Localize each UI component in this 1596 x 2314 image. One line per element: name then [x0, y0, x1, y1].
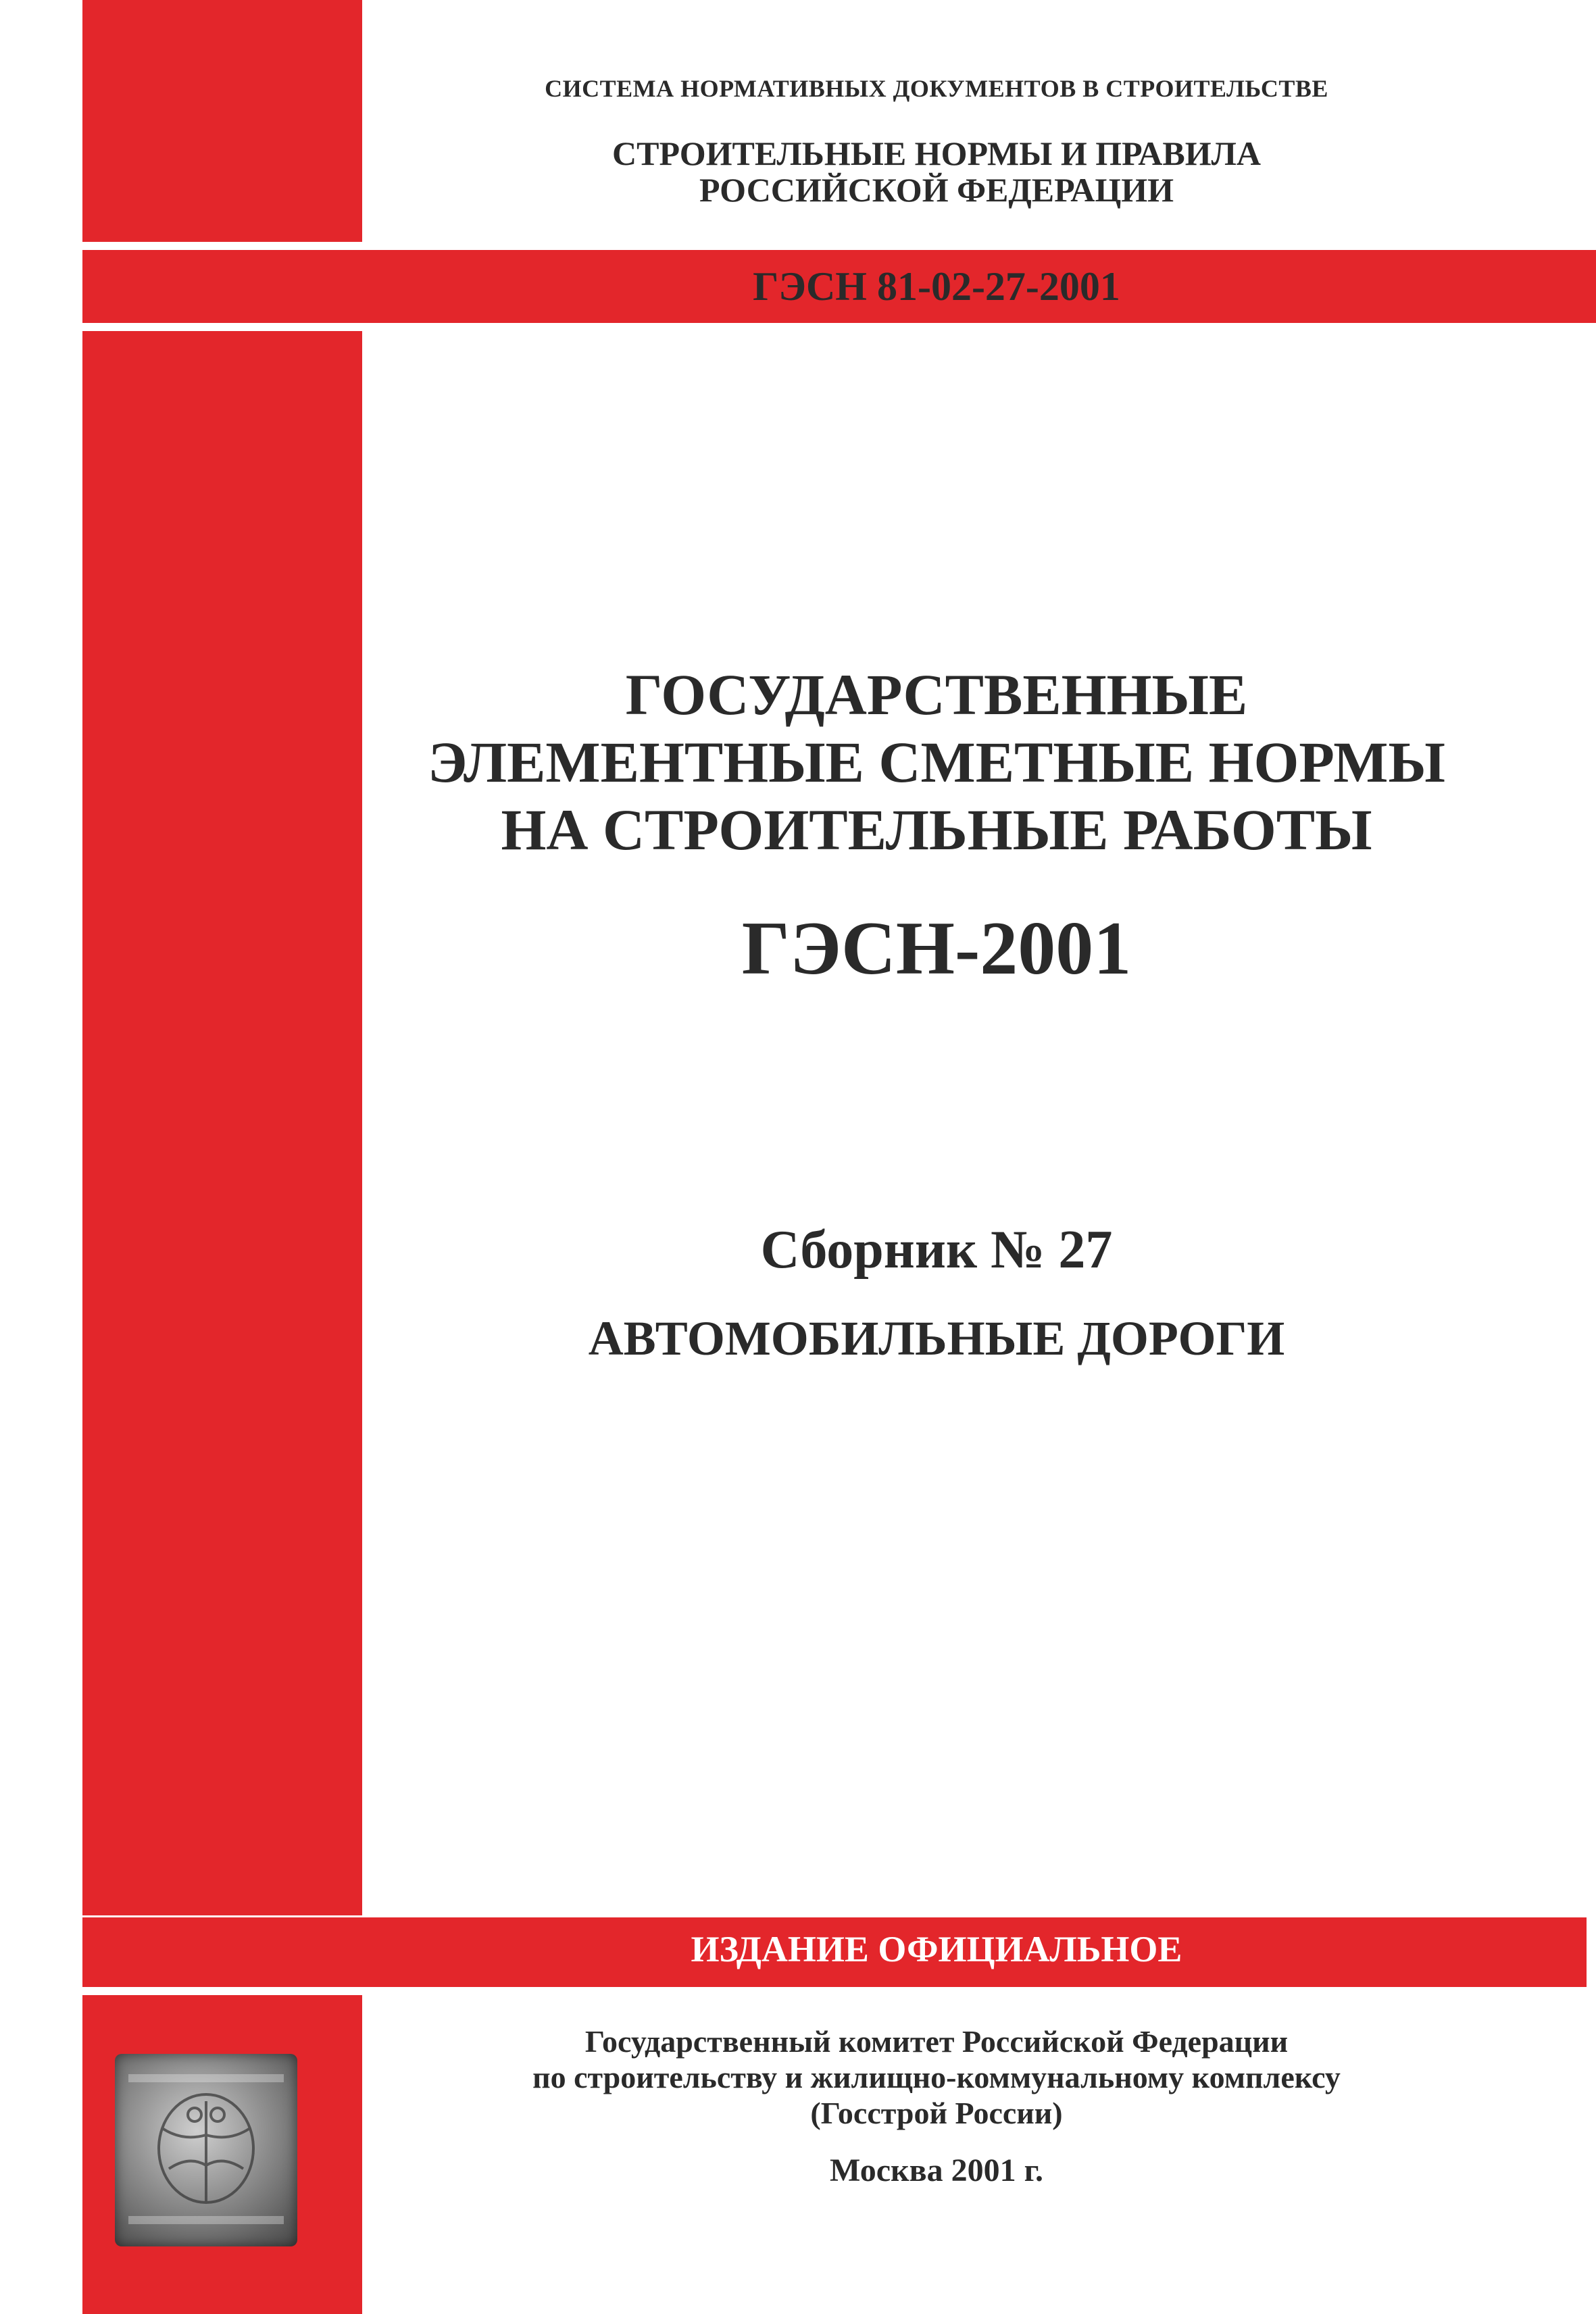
title-line-1: ГОСУДАРСТВЕННЫЕ [625, 662, 1248, 727]
norms-line-2: РОССИЙСКОЙ ФЕДЕРАЦИИ [699, 171, 1174, 209]
system-line: СИСТЕМА НОРМАТИВНЫХ ДОКУМЕНТОВ В СТРОИТЕЛЬСТВЕ [545, 75, 1328, 102]
red-strip-top [82, 0, 362, 242]
official-edition: ИЗДАНИЕ ОФИЦИАЛЬНОЕ [691, 1929, 1182, 1969]
title-line-3: НА СТРОИТЕЛЬНЫЕ РАБОТЫ [501, 797, 1372, 862]
publisher-line-2: по строительству и жилищно-коммунальному комплексу [532, 2060, 1341, 2094]
city-year: Москва 2001 г. [830, 2153, 1043, 2188]
document-code: ГЭСН 81-02-27-2001 [753, 264, 1120, 309]
collection-number: Сборник № 27 [760, 1220, 1113, 1280]
publisher-line-3: (Госстрой России) [810, 2096, 1063, 2130]
title-line-2: ЭЛЕМЕНТНЫЕ СМЕТНЫЕ НОРМЫ [428, 730, 1445, 795]
collection-subject: АВТОМОБИЛЬНЫЕ ДОРОГИ [588, 1311, 1285, 1365]
norms-line-1: СТРОИТЕЛЬНЫЕ НОРМЫ И ПРАВИЛА [612, 134, 1261, 172]
publisher-line-1: Государственный комитет Российской Федерации [584, 2024, 1289, 2059]
red-strip-middle [82, 331, 362, 1915]
gesn-title: ГЭСН-2001 [741, 907, 1132, 990]
hologram-eagle-icon [115, 2054, 297, 2246]
